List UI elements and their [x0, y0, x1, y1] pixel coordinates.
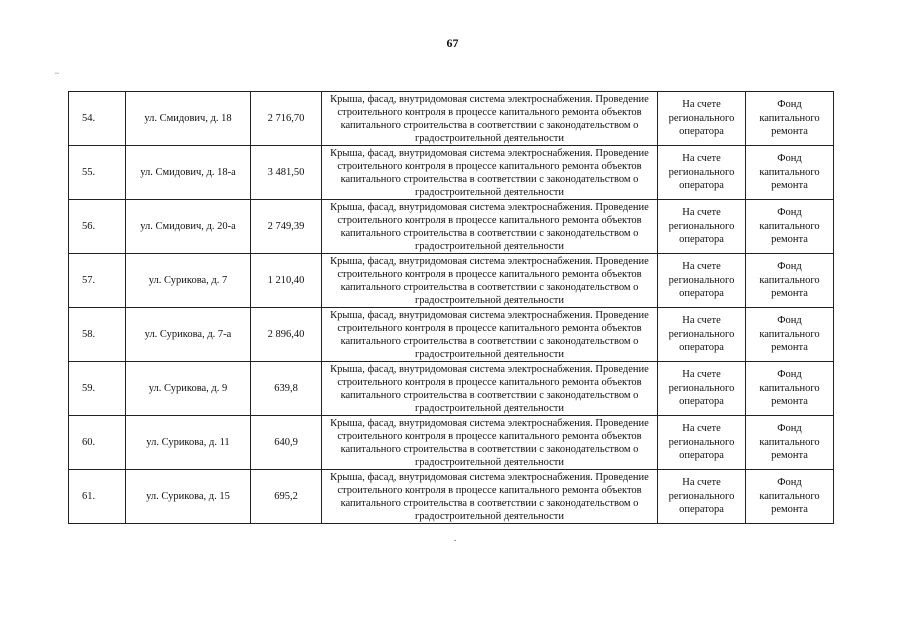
- row-number: 60.: [69, 416, 126, 470]
- account-cell: На счете регионального оператора: [658, 416, 746, 470]
- work-description-cell: Крыша, фасад, внутридомовая система электроснабжения. Проведение строительного контроля в процессе капитального ремонта объектов капитального строительства в соответствии с законодательством о градостроительной деятельности: [322, 362, 658, 416]
- area-cell: 695,2: [251, 470, 322, 524]
- fund-cell: Фонд капитального ремонта: [746, 200, 834, 254]
- work-description-cell: Крыша, фасад, внутридомовая система электроснабжения. Проведение строительного контроля в процессе капитального ремонта объектов капитального строительства в соответствии с законодательством о градостроительной деятельности: [322, 200, 658, 254]
- table-row: [69, 92, 834, 146]
- table-row: [69, 470, 834, 524]
- account-cell: На счете регионального оператора: [658, 362, 746, 416]
- area-cell: 3 481,50: [251, 146, 322, 200]
- row-number: 55.: [69, 146, 126, 200]
- fund-cell: Фонд капитального ремонта: [746, 254, 834, 308]
- address-cell: ул. Сурикова, д. 7-а: [126, 308, 251, 362]
- account-cell: На счете регионального оператора: [658, 308, 746, 362]
- area-cell: 2 749,39: [251, 200, 322, 254]
- area-cell: 639,8: [251, 362, 322, 416]
- address-cell: ул. Сурикова, д. 15: [126, 470, 251, 524]
- address-cell: ул. Сурикова, д. 9: [126, 362, 251, 416]
- account-cell: На счете регионального оператора: [658, 470, 746, 524]
- work-description-cell: Крыша, фасад, внутридомовая система электроснабжения. Проведение строительного контроля в процессе капитального ремонта объектов капитального строительства в соответствии с законодательством о градостроительной деятельности: [322, 92, 658, 146]
- area-cell: 2 716,70: [251, 92, 322, 146]
- repair-works-table: [68, 91, 834, 524]
- fund-cell: Фонд капитального ремонта: [746, 470, 834, 524]
- area-cell: 640,9: [251, 416, 322, 470]
- row-number: 61.: [69, 470, 126, 524]
- scan-mark: ~: [55, 70, 59, 78]
- row-number: 57.: [69, 254, 126, 308]
- account-cell: На счете регионального оператора: [658, 146, 746, 200]
- address-cell: ул. Сурикова, д. 7: [126, 254, 251, 308]
- account-cell: На счете регионального оператора: [658, 200, 746, 254]
- row-number: 59.: [69, 362, 126, 416]
- address-cell: ул. Смидович, д. 18-а: [126, 146, 251, 200]
- area-cell: 1 210,40: [251, 254, 322, 308]
- table-row: [69, 362, 834, 416]
- work-description-cell: Крыша, фасад, внутридомовая система электроснабжения. Проведение строительного контроля в процессе капитального ремонта объектов капитального строительства в соответствии с законодательством о градостроительной деятельности: [322, 308, 658, 362]
- row-number: 54.: [69, 92, 126, 146]
- fund-cell: Фонд капитального ремонта: [746, 92, 834, 146]
- address-cell: ул. Смидович, д. 18: [126, 92, 251, 146]
- fund-cell: Фонд капитального ремонта: [746, 416, 834, 470]
- fund-cell: Фонд капитального ремонта: [746, 146, 834, 200]
- account-cell: На счете регионального оператора: [658, 254, 746, 308]
- fund-cell: Фонд капитального ремонта: [746, 362, 834, 416]
- table-row: [69, 416, 834, 470]
- work-description-cell: Крыша, фасад, внутридомовая система электроснабжения. Проведение строительного контроля в процессе капитального ремонта объектов капитального строительства в соответствии с законодательством о градостроительной деятельности: [322, 470, 658, 524]
- scan-speck: [454, 540, 456, 541]
- work-description-cell: Крыша, фасад, внутридомовая система электроснабжения. Проведение строительного контроля в процессе капитального ремонта объектов капитального строительства в соответствии с законодательством о градостроительной деятельности: [322, 146, 658, 200]
- address-cell: ул. Сурикова, д. 11: [126, 416, 251, 470]
- fund-cell: Фонд капитального ремонта: [746, 308, 834, 362]
- account-cell: На счете регионального оператора: [658, 92, 746, 146]
- area-cell: 2 896,40: [251, 308, 322, 362]
- table-row: [69, 146, 834, 200]
- row-number: 56.: [69, 200, 126, 254]
- table-row: [69, 200, 834, 254]
- page-number: 67: [446, 36, 459, 50]
- address-cell: ул. Смидович, д. 20-а: [126, 200, 251, 254]
- row-number: 58.: [69, 308, 126, 362]
- work-description-cell: Крыша, фасад, внутридомовая система электроснабжения. Проведение строительного контроля в процессе капитального ремонта объектов капитального строительства в соответствии с законодательством о градостроительной деятельности: [322, 416, 658, 470]
- table-row: [69, 308, 834, 362]
- table-row: [69, 254, 834, 308]
- work-description-cell: Крыша, фасад, внутридомовая система электроснабжения. Проведение строительного контроля в процессе капитального ремонта объектов капитального строительства в соответствии с законодательством о градостроительной деятельности: [322, 254, 658, 308]
